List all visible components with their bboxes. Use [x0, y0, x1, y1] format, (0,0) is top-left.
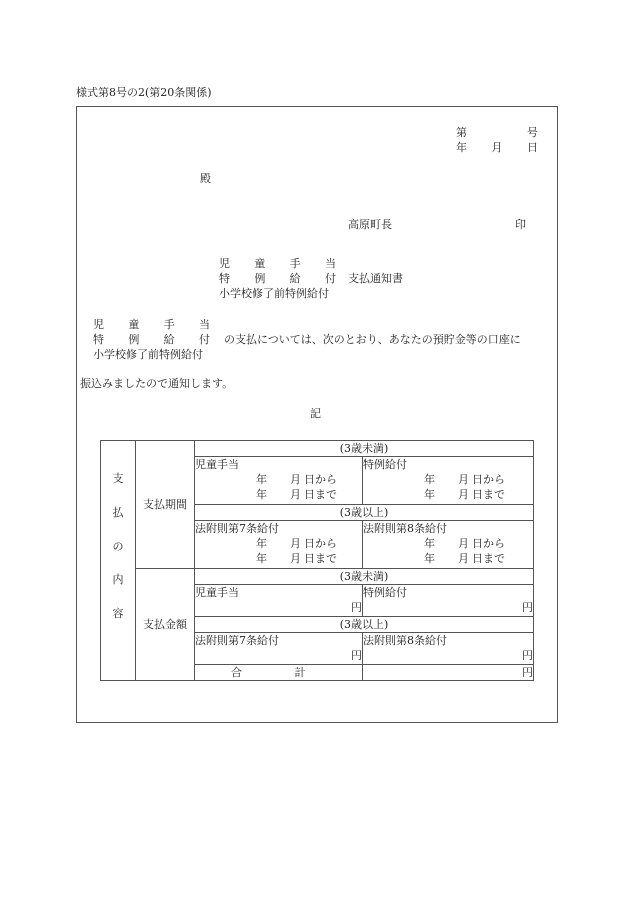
amount-child-allowance-cell: 児童手当 円 [195, 585, 363, 617]
doc-title-line1: 児 童 手 当 [219, 257, 336, 270]
period-child-allowance-cell: 児童手当 年 月 日から 年 月 日まで [195, 457, 363, 505]
side-label-cell: 支 払 の 内 容 [101, 441, 136, 681]
amount-art7-cell: 法附則第7条給付 円 [195, 633, 363, 665]
addressee-suffix: 殿 [200, 172, 211, 185]
total-label-cell: 合 計 [195, 665, 363, 681]
body-line2: 特 例 給 付 [93, 333, 210, 346]
form-label: 様式第8号の2(第20条関係) [76, 86, 212, 99]
amount-label: 支払金額 [136, 569, 195, 681]
body-line4: 振込みましたので通知します。 [80, 377, 234, 390]
seal-mark: 印 [515, 218, 526, 231]
child-allowance-label: 児童手当 [195, 458, 239, 471]
body-line3: 小学校修了前特例給付 [93, 348, 203, 361]
period-special-benefit-cell: 特例給付 年 月 日から 年 月 日まで [363, 457, 534, 505]
doc-title-line3: 小学校修了前特例給付 [219, 287, 329, 300]
period-art8-cell: 法附則第8条給付 年 月 日から 年 月 日まで [363, 521, 534, 569]
amount-under3-header: (3歳未満) [195, 569, 534, 585]
body-line2-tail: の支払については、次のとおり、あなたの預貯金等の口座に [224, 333, 521, 346]
amount-art8-cell: 法附則第8条給付 円 [363, 633, 534, 665]
doc-title-suffix: 支払通知書 [348, 272, 403, 285]
date-month: 月 [491, 141, 503, 154]
period-over3-header: (3歳以上) [195, 505, 534, 521]
period-art7-cell: 法附則第7条給付 年 月 日から 年 月 日まで [195, 521, 363, 569]
art8-label: 法附則第8条給付 [363, 522, 447, 535]
date-day: 日 [527, 141, 538, 154]
sender-title: 高原町長 [348, 218, 392, 231]
number-label-left: 第 [456, 126, 467, 139]
period-under3-header: (3歳未満) [195, 441, 534, 457]
ki-heading: 記 [310, 407, 321, 420]
payment-details-table [100, 440, 534, 681]
date-year: 年 [456, 141, 467, 154]
total-amount-cell: 円 [363, 665, 534, 681]
period-label: 支払期間 [136, 441, 195, 569]
special-benefit-label: 特例給付 [363, 458, 407, 471]
art7-label: 法附則第7条給付 [195, 522, 279, 535]
doc-title-line2: 特 例 給 付 [219, 272, 336, 285]
number-label-right: 号 [527, 126, 538, 139]
body-line1: 児 童 手 当 [93, 318, 210, 331]
amount-over3-header: (3歳以上) [195, 617, 534, 633]
amount-special-benefit-cell: 特例給付 円 [363, 585, 534, 617]
